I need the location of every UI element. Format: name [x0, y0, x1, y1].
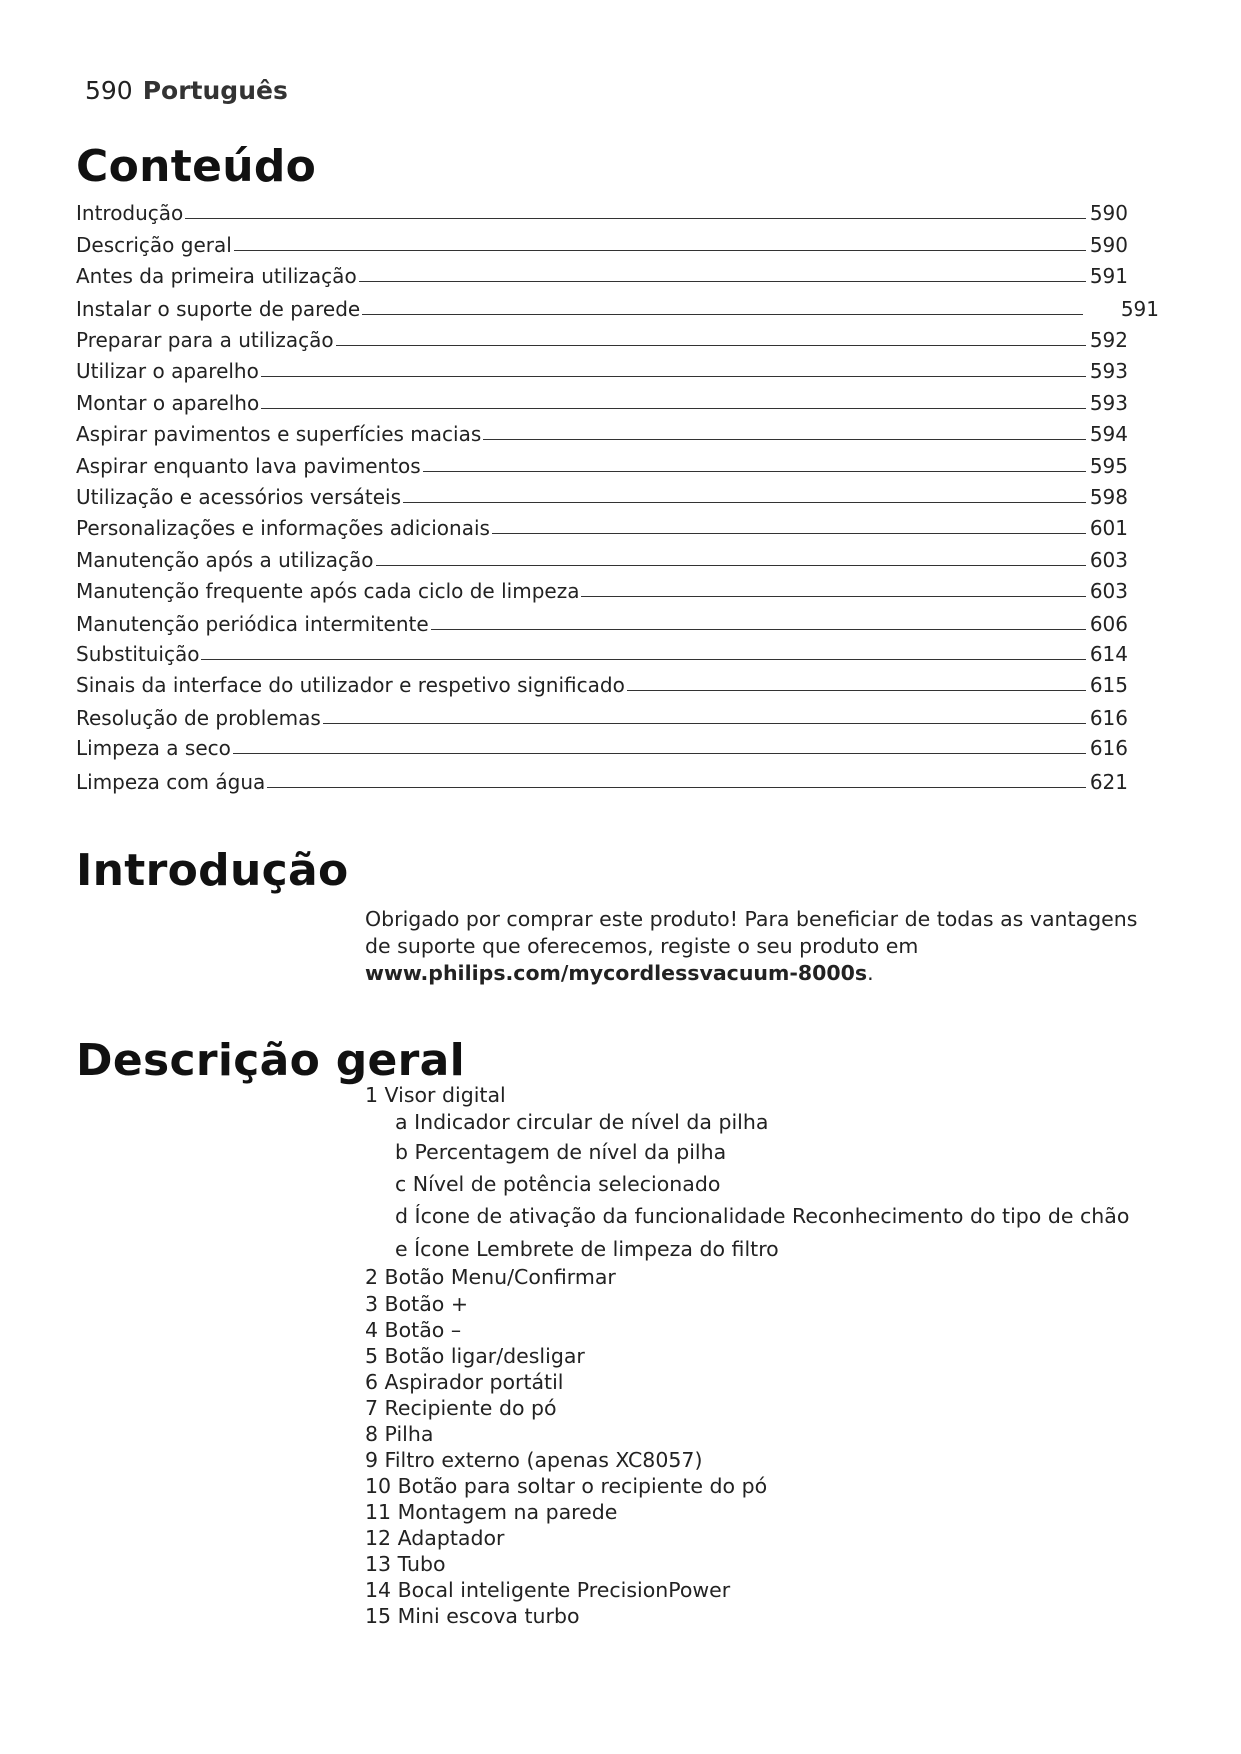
- toc-entry-label: Personalizações e informações adicionais: [76, 516, 490, 540]
- toc-entry[interactable]: [76, 512, 1128, 540]
- toc-entry-page: 593: [1089, 391, 1128, 415]
- toc-entry[interactable]: [76, 418, 1128, 446]
- toc-entry-label: Utilização e acessórios versáteis: [76, 485, 401, 509]
- toc-leader-line: [261, 376, 1086, 377]
- overview-item: b Percentagem de nível da pilha: [395, 1140, 727, 1164]
- toc-leader-line: [261, 408, 1086, 409]
- url-suffix: .: [867, 961, 874, 985]
- toc-entry[interactable]: [76, 260, 1128, 288]
- toc-entry-page: 598: [1089, 485, 1128, 509]
- toc-entry-page: 592: [1089, 328, 1128, 352]
- overview-heading: Descrição geral: [76, 1035, 466, 1086]
- toc-leader-line: [431, 629, 1086, 630]
- toc-leader-line: [267, 787, 1086, 788]
- overview-item: c Nível de potência selecionado: [395, 1172, 721, 1196]
- toc-entry-label: Instalar o suporte de parede: [76, 297, 361, 321]
- toc-entry-page: 616: [1089, 706, 1128, 730]
- toc-leader-line: [336, 345, 1086, 346]
- toc-entry[interactable]: [76, 229, 1128, 257]
- toc-leader-line: [492, 533, 1086, 534]
- overview-item: 12 Adaptador: [365, 1526, 505, 1550]
- toc-entry-page: 603: [1089, 548, 1128, 572]
- toc-entry[interactable]: [76, 575, 1128, 603]
- toc-entry[interactable]: [76, 638, 1128, 666]
- overview-item: 8 Pilha: [365, 1422, 434, 1446]
- toc-entry[interactable]: [76, 450, 1128, 478]
- toc-entry-label: Preparar para a utilização: [76, 328, 334, 352]
- page-number: 590: [85, 76, 133, 105]
- toc-leader-line: [627, 690, 1086, 691]
- introduction-text: [365, 906, 1165, 987]
- toc-leader-line: [185, 218, 1086, 219]
- toc-entry-label: Sinais da interface do utilizador e respetivo significado: [76, 673, 625, 697]
- toc-entry-label: Aspirar pavimentos e superfícies macias: [76, 422, 482, 446]
- toc-entry[interactable]: [76, 197, 1128, 225]
- toc-entry-label: Montar o aparelho: [76, 391, 260, 415]
- toc-entry-label: Introdução: [76, 201, 184, 225]
- toc-entry-page: 595: [1089, 454, 1128, 478]
- toc-entry[interactable]: [76, 608, 1128, 636]
- overview-item: a Indicador circular de nível da pilha: [395, 1110, 769, 1134]
- toc-entry[interactable]: [76, 766, 1128, 794]
- toc-entry-page: 603: [1089, 579, 1128, 603]
- toc-entry-page: 590: [1089, 201, 1128, 225]
- introduction-heading: Introdução: [76, 845, 349, 896]
- toc-entry-label: Limpeza com água: [76, 770, 266, 794]
- toc-entry[interactable]: [76, 355, 1128, 383]
- toc-entry-page: 594: [1089, 422, 1128, 446]
- toc-entry[interactable]: [76, 387, 1128, 415]
- toc-leader-line: [323, 723, 1086, 724]
- toc-leader-line: [403, 502, 1086, 503]
- toc-entry-label: Antes da primeira utilização: [76, 264, 357, 288]
- overview-item: 4 Botão –: [365, 1318, 462, 1342]
- toc-leader-line: [581, 596, 1085, 597]
- toc-leader-line: [234, 250, 1086, 251]
- toc-entry-page: 614: [1089, 642, 1128, 666]
- toc-entry[interactable]: [76, 544, 1128, 572]
- overview-item: 2 Botão Menu/Confirmar: [365, 1265, 616, 1289]
- toc-entry[interactable]: [76, 669, 1128, 697]
- toc-leader-line: [362, 314, 1083, 315]
- overview-item: 9 Filtro externo (apenas XC8057): [365, 1448, 703, 1472]
- toc-entry-label: Manutenção após a utilização: [76, 548, 374, 572]
- introduction-body: Obrigado por comprar este produto! Para beneficiar de todas as vantagens de suporte que oferecemos, registe o seu produto em: [365, 907, 1138, 958]
- overview-item: 11 Montagem na parede: [365, 1500, 618, 1524]
- toc-entry-label: Aspirar enquanto lava pavimentos: [76, 454, 421, 478]
- toc-entry-label: Utilizar o aparelho: [76, 359, 259, 383]
- toc-leader-line: [233, 753, 1086, 754]
- overview-item: 5 Botão ligar/desligar: [365, 1344, 585, 1368]
- toc-leader-line: [201, 659, 1085, 660]
- overview-item: 3 Botão +: [365, 1292, 469, 1316]
- toc-entry-label: Manutenção periódica intermitente: [76, 612, 429, 636]
- overview-item: 14 Bocal inteligente PrecisionPower: [365, 1578, 731, 1602]
- toc-entry-page: 593: [1089, 359, 1128, 383]
- contents-heading: Conteúdo: [76, 141, 317, 192]
- toc-leader-line: [359, 281, 1086, 282]
- toc-entry[interactable]: [76, 732, 1128, 760]
- toc-entry-page: 591: [1089, 264, 1128, 288]
- toc-entry[interactable]: [76, 702, 1128, 730]
- toc-leader-line: [423, 471, 1086, 472]
- header-language: Português: [142, 76, 288, 105]
- toc-entry[interactable]: [76, 324, 1128, 352]
- product-registration-link[interactable]: www.philips.com/mycordlessvacuum-8000s: [365, 961, 868, 985]
- overview-item: 10 Botão para soltar o recipiente do pó: [365, 1474, 768, 1498]
- overview-item: 7 Recipiente do pó: [365, 1396, 557, 1420]
- toc-entry-page: 601: [1089, 516, 1128, 540]
- toc-leader-line: [483, 439, 1086, 440]
- page-header: [85, 76, 288, 105]
- toc-entry-label: Manutenção frequente após cada ciclo de limpeza: [76, 579, 580, 603]
- toc-entry-page: 606: [1089, 612, 1128, 636]
- overview-item: d Ícone de ativação da funcionalidade Reconhecimento do tipo de chão: [395, 1204, 1130, 1228]
- toc-entry[interactable]: [76, 293, 1159, 321]
- toc-entry-label: Resolução de problemas: [76, 706, 321, 730]
- toc-entry-page: 615: [1089, 673, 1128, 697]
- toc-entry-page: 621: [1089, 770, 1128, 794]
- toc-entry-label: Limpeza a seco: [76, 736, 231, 760]
- toc-entry-page: 616: [1089, 736, 1128, 760]
- overview-item: 15 Mini escova turbo: [365, 1604, 580, 1628]
- overview-item: e Ícone Lembrete de limpeza do filtro: [395, 1237, 779, 1261]
- toc-entry-page: 591: [1120, 297, 1159, 321]
- toc-entry-page: 590: [1089, 233, 1128, 257]
- toc-entry[interactable]: [76, 481, 1128, 509]
- toc-entry-label: Descrição geral: [76, 233, 232, 257]
- overview-item: 6 Aspirador portátil: [365, 1370, 564, 1394]
- overview-item: 1 Visor digital: [365, 1083, 506, 1107]
- toc-leader-line: [376, 565, 1086, 566]
- overview-item: 13 Tubo: [365, 1552, 446, 1576]
- toc-entry-label: Substituição: [76, 642, 200, 666]
